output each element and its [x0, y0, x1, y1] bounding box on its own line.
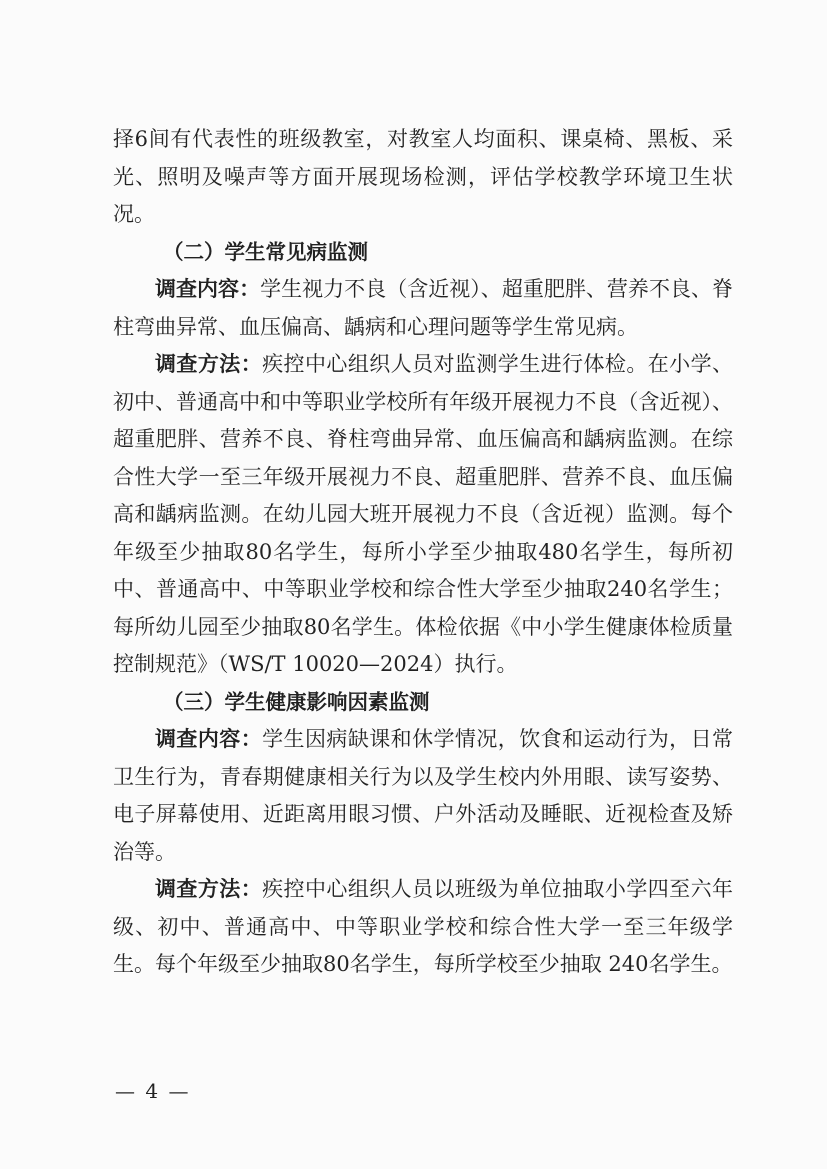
document-body	[113, 121, 733, 984]
survey-method-label: 调查方法：	[155, 352, 263, 376]
survey-method-label: 调查方法：	[155, 877, 263, 901]
section-heading-common-diseases: （二）学生常见病监测	[163, 239, 368, 264]
survey-method-text: 疾控中心组织人员以班级为单位抽取小学四至六年级、初中、普通高中、中等职业学校和综合性大学一至三年级学生。每个年级至少抽取80名学生，每所学校至少抽取 240名学生。	[113, 877, 734, 976]
paragraph-survey-method-factors	[113, 871, 733, 984]
paragraph-survey-method-diseases	[113, 346, 733, 684]
survey-content-label: 调查内容：	[155, 727, 263, 751]
section-heading-health-factors: （三）学生健康影响因素监测	[163, 689, 430, 714]
paragraph-teaching-environment: 择6间有代表性的班级教室，对教室人均面积、课桌椅、黑板、采光、照明及噪声等方面开展现场检测，评估学校教学环境卫生状况。	[113, 127, 733, 226]
survey-content-label: 调查内容：	[155, 277, 261, 301]
paragraph-survey-content-diseases	[113, 271, 733, 346]
survey-content-text: 学生视力不良（含近视）、超重肥胖、营养不良、脊柱弯曲异常、血压偏高、龋病和心理问题等学生常见病。	[113, 277, 733, 339]
page-number: — 4 —	[115, 1079, 191, 1103]
paragraph-survey-content-factors	[113, 721, 733, 871]
survey-content-text: 学生因病缺课和休学情况，饮食和运动行为，日常卫生行为，青春期健康相关行为以及学生校内外用眼、读写姿势、电子屏幕使用、近距离用眼习惯、户外活动及睡眠、近视检查及矫治等。	[113, 727, 734, 864]
survey-method-text: 疾控中心组织人员对监测学生进行体检。在小学、初中、普通高中和中等职业学校所有年级开展视力不良（含近视）、超重肥胖、营养不良、脊柱弯曲异常、血压偏高和龋病监测。在综合性大学一至三年级开展视力不良、超重肥胖、营养不良、血压偏高和龋病监测。在幼儿园大班开展视力不良（含近视）监测。每个年级至少抽取80名学生，每所小学至少抽取480名学生，每所初中、普通高中、中等职业学校和综合性大学至少抽取240名学生；每所幼儿园至少抽取80名学生。体检依据《中小学生健康体检质量控制规范》（WS/T 10020—2024）执行。	[113, 352, 734, 676]
